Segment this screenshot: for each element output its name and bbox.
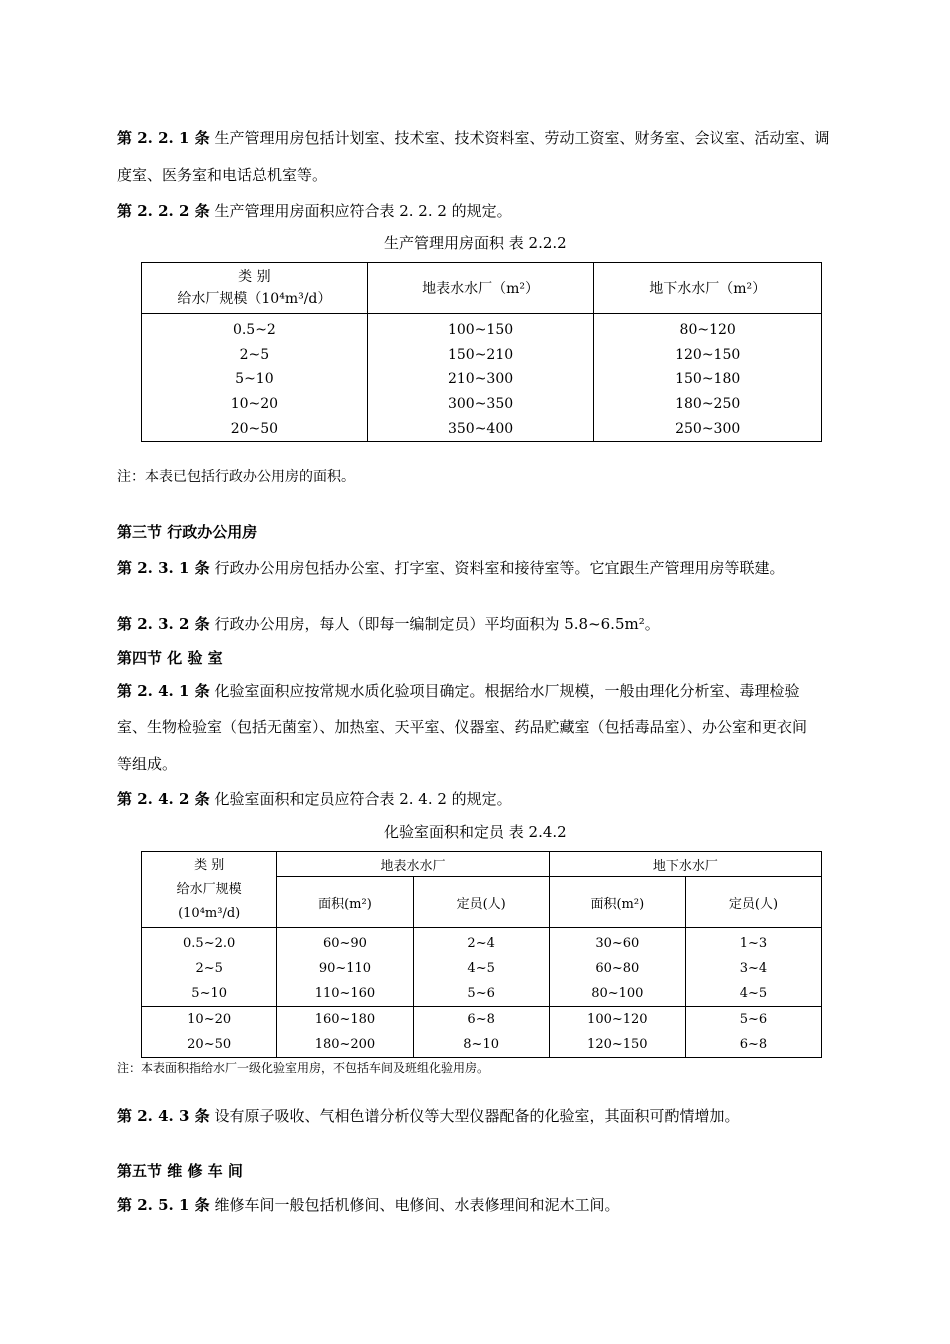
- cell: 250~300: [594, 416, 822, 441]
- header-staff: 定员(人): [413, 877, 549, 928]
- clause-number: 第 2. 4. 3 条: [117, 1107, 210, 1125]
- clause-number: 第 2. 3. 2 条: [117, 615, 210, 633]
- cell: 5~6: [685, 1007, 821, 1033]
- cell: 100~120: [549, 1007, 685, 1033]
- cell: 6~8: [685, 1032, 821, 1058]
- section-5-title: 第五节 维 修 车 间: [117, 1162, 243, 1180]
- header-scale-label: 给水厂规模（10⁴m³/d）: [177, 291, 332, 307]
- clause-2-3-2: [117, 613, 660, 634]
- cell: 150~210: [367, 343, 594, 368]
- cell: 180~250: [594, 392, 822, 417]
- cell: 30~60: [549, 928, 685, 957]
- clause-2-4-3: [117, 1105, 739, 1126]
- header-staff: 定员(人): [685, 877, 821, 928]
- cell: 0.5~2.0: [142, 928, 277, 957]
- header-scale-unit: (10⁴m³/d): [178, 906, 241, 921]
- cell: 2~5: [142, 343, 368, 368]
- cell: 150~180: [594, 367, 822, 392]
- cell: 10~20: [142, 1007, 277, 1033]
- cell: 210~300: [367, 367, 594, 392]
- table-row: [142, 367, 822, 392]
- header-cat-label: 类 别: [194, 858, 225, 873]
- cell: 2~5: [142, 956, 277, 981]
- table-row: [142, 314, 822, 343]
- table-row: [142, 392, 822, 417]
- clause-number: 第 2. 3. 1 条: [117, 559, 210, 577]
- cell: 300~350: [367, 392, 594, 417]
- header-area: 面积(m²): [549, 877, 685, 928]
- clause-text: 维修车间一般包括机修间、电修间、水表修理间和泥木工间。: [214, 1196, 620, 1214]
- table-row: [142, 981, 822, 1007]
- header-scale-label: 给水厂规模: [176, 882, 242, 897]
- clause-2-2-2: [117, 200, 512, 221]
- section-3-title: 第三节 行政办公用房: [117, 523, 258, 541]
- cell: 8~10: [413, 1032, 549, 1058]
- cell: 160~180: [277, 1007, 413, 1033]
- cell: 0.5~2: [142, 314, 368, 343]
- clause-number: 第 2. 2. 2 条: [117, 202, 210, 220]
- clause-number: 第 2. 5. 1 条: [117, 1196, 210, 1214]
- table-row: [142, 956, 822, 981]
- cell: 110~160: [277, 981, 413, 1007]
- table-2-4-2: [141, 851, 822, 1058]
- cell: 3~4: [685, 956, 821, 981]
- table-row: [142, 1032, 822, 1058]
- clause-2-4-1: [117, 680, 799, 701]
- cell: 100~150: [367, 314, 594, 343]
- cell: 90~110: [277, 956, 413, 981]
- clause-number: 第 2. 4. 2 条: [117, 790, 210, 808]
- header-surface: 地表水水厂（m²）: [367, 263, 594, 314]
- cell: 20~50: [142, 1032, 277, 1058]
- table2-caption: 化验室面积和定员 表 2.4.2: [384, 823, 567, 841]
- header-cat-label: 类 别: [238, 269, 271, 285]
- clause-text: 行政办公用房，每人（即每一编制定员）平均面积为 5.8~6.5m²。: [214, 615, 660, 633]
- cell: 4~5: [413, 956, 549, 981]
- clause-2-4-1-cont2: 等组成。: [117, 755, 178, 773]
- table-row: [142, 343, 822, 368]
- clause-2-4-2: [117, 788, 512, 809]
- cell: 60~90: [277, 928, 413, 957]
- cell: 180~200: [277, 1032, 413, 1058]
- clause-text: 设有原子吸收、气相色谱分析仪等大型仪器配备的化验室，其面积可酌情增加。: [214, 1107, 740, 1125]
- header-ground: 地下水水厂: [549, 852, 821, 877]
- clause-text: 行政办公用房包括办公室、打字室、资料室和接待室等。它宜跟生产管理用房等联建。: [214, 559, 785, 577]
- cell: 350~400: [367, 416, 594, 441]
- clause-text: 化验室面积和定员应符合表 2. 4. 2 的规定。: [214, 790, 512, 808]
- clause-text: 生产管理用房面积应符合表 2. 2. 2 的规定。: [214, 202, 512, 220]
- clause-text: 化验室面积应按常规水质化验项目确定。根据给水厂规模，一般由理化分析室、毒理检验: [214, 682, 800, 700]
- section-4-title: 第四节 化 验 室: [117, 649, 223, 667]
- clause-2-2-1: [117, 127, 829, 148]
- clause-2-2-1-cont: 度室、医务室和电话总机室等。: [117, 166, 328, 184]
- table-row: [142, 1007, 822, 1033]
- clause-number: 第 2. 2. 1 条: [117, 129, 210, 147]
- cell: 120~150: [549, 1032, 685, 1058]
- cell: 80~120: [594, 314, 822, 343]
- table2-note: 注：本表面积指给水厂一级化验室用房，不包括车间及班组化验用房。: [117, 1061, 490, 1075]
- cell: 5~6: [413, 981, 549, 1007]
- header-surface: 地表水水厂: [277, 852, 549, 877]
- clause-2-4-1-cont: 室、生物检验室（包括无菌室）、加热室、天平室、仪器室、药品贮藏室（包括毒品室）、办公室和更衣间: [117, 718, 808, 736]
- cell: 60~80: [549, 956, 685, 981]
- header-area: 面积(m²): [277, 877, 413, 928]
- cell: 1~3: [685, 928, 821, 957]
- cell: 5~10: [142, 981, 277, 1007]
- table-row: [142, 928, 822, 957]
- clause-number: 第 2. 4. 1 条: [117, 682, 210, 700]
- header-category: [142, 263, 368, 314]
- clause-2-3-1: [117, 557, 784, 578]
- cell: 5~10: [142, 367, 368, 392]
- cell: 2~4: [413, 928, 549, 957]
- header-category: [142, 852, 277, 928]
- cell: 4~5: [685, 981, 821, 1007]
- cell: 20~50: [142, 416, 368, 441]
- table1-note: 注：本表已包括行政办公用房的面积。: [117, 469, 355, 485]
- clause-text: 生产管理用房包括计划室、技术室、技术资料室、劳动工资室、财务室、会议室、活动室、调: [214, 129, 830, 147]
- clause-2-5-1: [117, 1194, 619, 1215]
- cell: 10~20: [142, 392, 368, 417]
- cell: 80~100: [549, 981, 685, 1007]
- cell: 6~8: [413, 1007, 549, 1033]
- table-row: [142, 416, 822, 441]
- cell: 120~150: [594, 343, 822, 368]
- header-ground: 地下水水厂（m²）: [594, 263, 822, 314]
- table1-caption: 生产管理用房面积 表 2.2.2: [384, 234, 567, 252]
- table-2-2-2: [141, 262, 822, 442]
